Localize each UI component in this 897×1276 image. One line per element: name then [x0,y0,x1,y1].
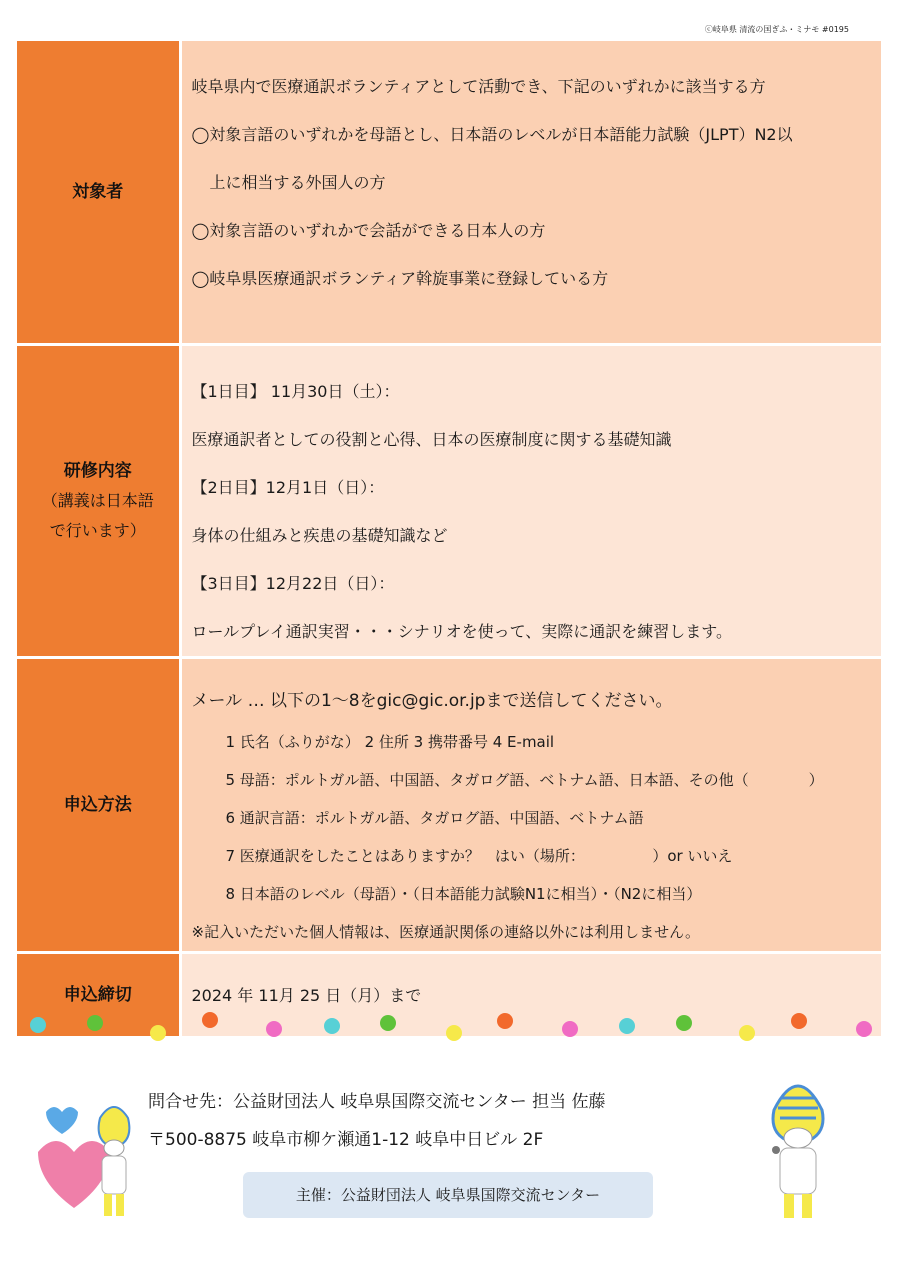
dot-decoration [446,1025,462,1041]
apply-item: 6 通訳言語：ポルトガル語、タガログ語、中国語、ベトナム語 [225,808,644,827]
label-training: 研修内容 （講義は日本語 で行います） [17,344,180,657]
copyright-notice: ⓒ岐阜県 清流の国ぎふ・ミナモ #0195 [704,25,849,34]
training-line: 【3日目】12月22日（日）： [191,573,395,593]
contact-line: 問合せ先：公益財団法人 岐阜県国際交流センター 担当 佐藤 [148,1092,606,1112]
apply-item: 5 母語：ポルトガル語、中国語、タガログ語、ベトナム語、日本語、その他（ ） [225,770,824,789]
target-line: ◯対象言語のいずれかを母語とし、日本語のレベルが日本語能力試験（JLPT）N2以 [191,125,793,144]
row-target [17,41,881,344]
training-line: 【2日目】12月1日（日）： [191,477,385,497]
dot-decoration [497,1013,513,1029]
label-deadline: 申込締切 [17,952,180,1036]
dot-decoration [562,1021,578,1037]
sponsor-banner: 主催：公益財団法人 岐阜県国際交流センター [243,1172,653,1218]
decorative-dots [0,1005,897,1065]
dot-decoration [324,1018,340,1034]
dot-decoration [676,1015,692,1031]
target-line: ◯対象言語のいずれかで会話ができる日本人の方 [191,221,546,240]
training-line: 【1日目】 11月30日（土）： [191,381,400,401]
dot-decoration [150,1025,166,1041]
contact-info [148,1083,606,1159]
dot-decoration [202,1012,218,1028]
label-apply: 申込方法 [17,657,180,952]
dot-decoration [856,1021,872,1037]
value-apply [180,657,881,952]
target-line: 岐阜県内で医療通訳ボランティアとして活動でき、下記のいずれかに該当する方 [191,77,766,96]
info-table [17,41,881,1036]
dot-decoration [30,1017,46,1033]
mascot-doctor-illustration [752,1070,852,1225]
dot-decoration [791,1013,807,1029]
privacy-note: ※記入いただいた個人情報は、医療通訳関係の連絡以外には利用しません。 [191,922,700,941]
label-target: 対象者 [17,41,180,344]
row-training [17,344,881,657]
dot-decoration [380,1015,396,1031]
dot-decoration [87,1015,103,1031]
dot-decoration [266,1021,282,1037]
row-apply [17,657,881,952]
apply-item: 7 医療通訳をしたことはありますか？ はい（場所： ）or いいえ [225,846,733,865]
apply-item: 1 氏名（ふりがな） 2 住所 3 携帯番号 4 E-mail [225,732,555,751]
dot-decoration [619,1018,635,1034]
training-line: 身体の仕組みと疾患の基礎知識など [191,525,448,545]
contact-address: 〒500-8875 岐阜市柳ケ瀬通1-12 岐阜中日ビル 2F [148,1130,544,1150]
value-deadline: 2024 年 11月 25 日（月）まで [180,952,881,1036]
target-line: 上に相当する外国人の方 [209,173,386,192]
training-line: 医療通訳者としての役割と心得、日本の医療制度に関する基礎知識 [191,429,672,449]
value-target [180,41,881,344]
training-line: ロールプレイ通訳実習・・・シナリオを使って、実際に通訳を練習します。 [191,621,732,641]
value-training [180,344,881,657]
target-line: ◯岐阜県医療通訳ボランティア斡旋事業に登録している方 [191,269,609,288]
apply-instruction: メール … 以下の1～8をgic@gic.or.jpまで送信してください。 [191,690,673,711]
dot-decoration [739,1025,755,1041]
mascot-heart-illustration [36,1100,136,1230]
apply-item: 8 日本語のレベル（母語）・（日本語能力試験N1に相当）・（N2に相当） [225,884,702,903]
